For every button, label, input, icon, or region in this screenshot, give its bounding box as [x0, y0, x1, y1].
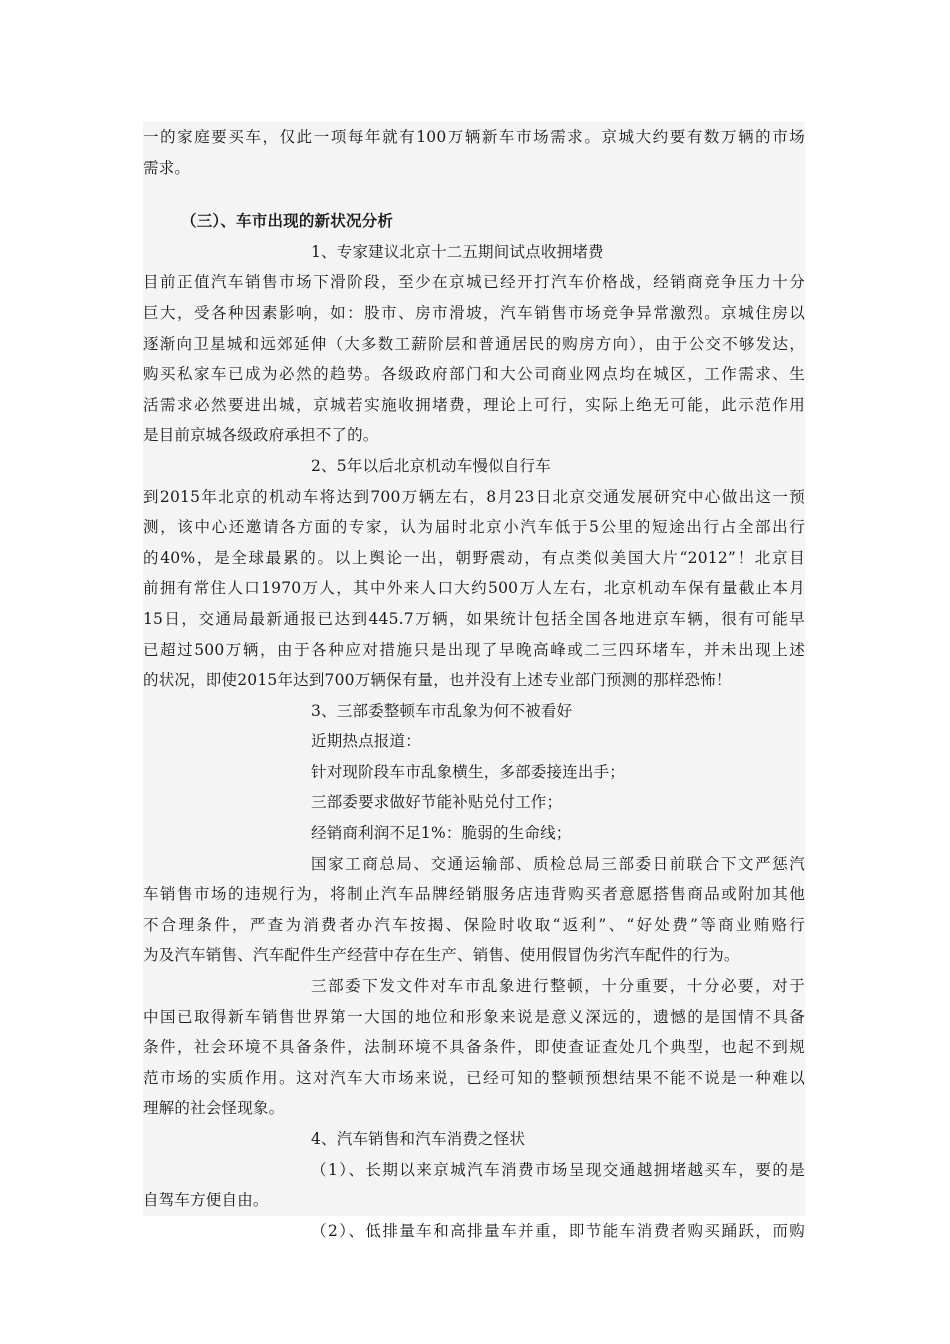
document-body: [143, 122, 805, 1240]
text-line: 前拥有常住人口1970万人，其中外来人口大约500万人左右，北京机动车保有量截止本月: [143, 579, 805, 598]
text-line: 三部委下发文件对车市乱象进行整顿，十分重要，十分必要，对于: [311, 977, 805, 996]
text-line: 理解的社会怪现象。: [143, 1099, 285, 1118]
text-line: 范市场的实质作用。这对汽车大市场来说，已经可知的整顿预想结果不能不说是一种难以: [143, 1068, 805, 1087]
text-line: 15日，交通局最新通报已达到445.7万辆，如果统计包括全国各地进京车辆，很有可能早: [143, 609, 805, 628]
text-line: 国家工商总局、交通运输部、质检总局三部委日前联合下文严惩汽: [311, 854, 805, 873]
news-line: 经销商利润不足1%：脆弱的生命线；: [311, 824, 572, 843]
text-line: 车销售市场的违规行为，将制止汽车品牌经销服务店违背购买者意愿搭售商品或附加其他: [143, 885, 805, 904]
subheading-1: 1、专家建议北京十二五期间试点收拥堵费: [311, 242, 604, 261]
text-line: 不合理条件，严查为消费者办汽车按揭、保险时收取“返利”、“好处费”等商业贿赂行: [143, 915, 805, 934]
text-line: 一的家庭要买车，仅此一项每年就有100万辆新车市场需求。京城大约要有数万辆的市场: [143, 128, 805, 146]
text-line: 购买私家车已成为必然的趋势。各级政府部门和大公司商业网点均在城区，工作需求、生: [143, 365, 805, 384]
news-line: 三部委要求做好节能补贴兑付工作；: [311, 793, 563, 812]
text-line: 已超过500万辆，由于各种应对措施只是出现了早晚高峰或二三四环堵车，并未出现上述: [143, 640, 805, 659]
text-line: 巨大，受各种因素影响，如：股市、房市滑坡，汽车销售市场竞争异常激烈。京城住房以: [143, 303, 805, 322]
text-line: 目前正值汽车销售市场下滑阶段，至少在京城已经开打汽车价格战，经销商竞争压力十分: [143, 273, 805, 292]
text-line: 条件，社会环境不具备条件，法制环境不具备条件，即使查证查处几个典型，也起不到规: [143, 1038, 805, 1057]
text-line: 的状况，即使2015年达到700万辆保有量，也并没有上述专业部门预测的那样恐怖！: [143, 671, 732, 690]
text-line: （1）、长期以来京城汽车消费市场呈现交通越拥堵越买车，要的是: [311, 1160, 805, 1179]
text-line: 活需求必然要进出城，京城若实施收拥堵费，理论上可行，实际上绝无可能，此示范作用: [143, 395, 805, 414]
text-line: 是目前京城各级政府承担不了的。: [143, 426, 379, 445]
section-heading: （三）、车市出现的新状况分析: [181, 211, 394, 231]
subheading-2: 2、5年以后北京机动车慢似自行车: [311, 456, 551, 475]
text-line: 为及汽车销售、汽车配件生产经营中存在生产、销售、使用假冒伪劣汽车配件的行为。: [143, 946, 740, 965]
text-line: 到2015年北京的机动车将达到700万辆左右，8月23日北京交通发展研究中心做出这一预: [143, 487, 805, 506]
subheading-4: 4、汽车销售和汽车消费之怪状: [311, 1130, 526, 1148]
spacer: [143, 183, 805, 206]
text-line: 逐渐向卫星城和远郊延伸（大多数工薪阶层和普通居民的购房方向），由于公交不够发达，: [143, 334, 805, 353]
text-line: 需求。: [143, 158, 191, 177]
subheading-3: 3、三部委整顿车市乱象为何不被看好: [311, 701, 573, 720]
text-line: 测，该中心还邀请各方面的专家，认为届时北京小汽车低于5公里的短途出行占全部出行: [143, 518, 805, 537]
text-line: 的40%，是全球最累的。以上舆论一出，朝野震动，有点类似美国大片“2012”！北京目: [143, 548, 805, 567]
text-line: 中国已取得新车销售世界第一大国的地位和形象来说是意义深远的，遗憾的是国情不具备: [143, 1007, 805, 1026]
news-line: 近期热点报道：: [311, 732, 421, 751]
news-line: 针对现阶段车市乱象横生，多部委接连出手；: [311, 762, 626, 781]
text-line: （2）、低排量车和高排量车并重，即节能车消费者购买踊跃，而购: [311, 1221, 805, 1240]
text-line: 自驾车方便自由。: [143, 1191, 269, 1210]
